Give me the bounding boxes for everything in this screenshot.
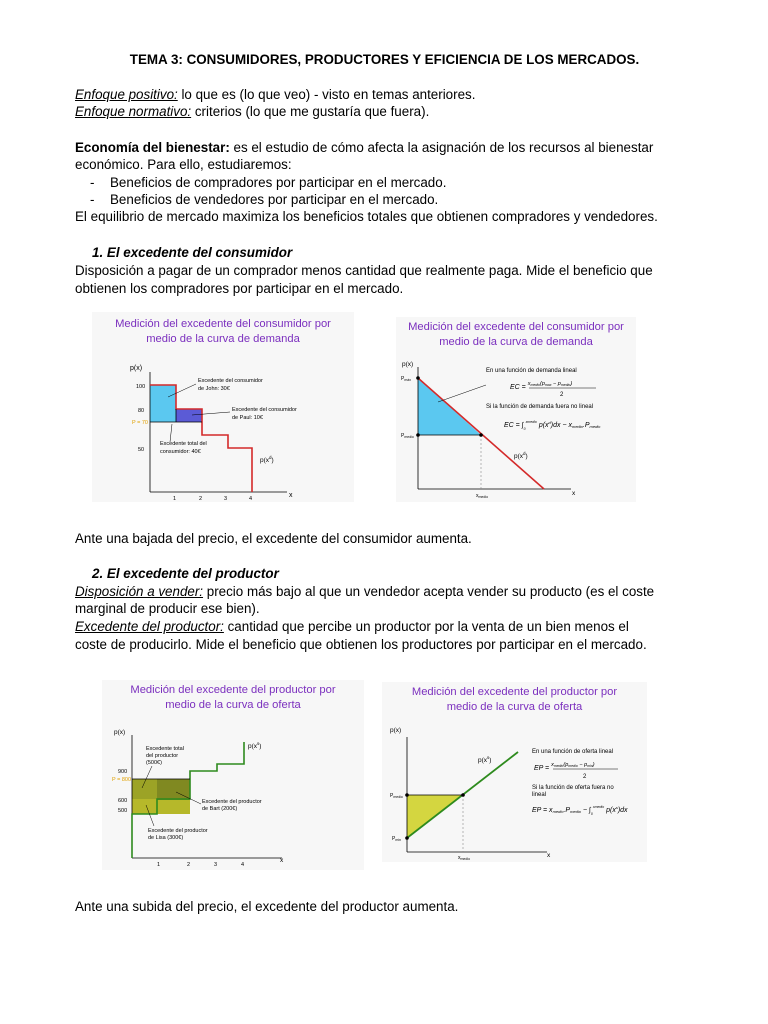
paul-annotation: de Paul: 10€ (232, 415, 263, 421)
y-tick-label: 100 (136, 384, 146, 390)
xmedio-label: $x_{medio}$ (476, 493, 489, 499)
disposicion-vender-line2: marginal de producir ese bien). (75, 601, 260, 616)
x-axis-label: x (280, 857, 284, 864)
bart-surplus-area (157, 779, 190, 800)
section1-text-line2: obtienen los compradores por participar en el mercado. (75, 281, 404, 296)
john-annotation: Excedente del consumidor (198, 378, 263, 384)
paul-surplus-area (176, 409, 202, 422)
y-tick-label: 500 (118, 808, 128, 814)
curve-label: $p(x^d)$ (514, 451, 528, 460)
producer-surplus-step-figure (102, 680, 364, 870)
figure-title: Medición del excedente del consumidor por medio de la curva de demanda (115, 318, 331, 345)
section1-heading: 1. El excedente del consumidor (92, 245, 293, 260)
step-demand-chart (92, 312, 354, 502)
enfoque-normativo (75, 103, 429, 120)
john-annotation: de John: 30€ (198, 386, 230, 392)
x-axis-label: x (289, 492, 293, 499)
y-axis-label: p(x) (402, 361, 414, 368)
x-tick-label: 2 (187, 862, 191, 868)
enfoque-normativo-label: Enfoque normativo: (75, 104, 192, 119)
section2-heading: 2. El excedente del productor (92, 566, 279, 581)
y-tick-label: 80 (138, 408, 145, 414)
bart-annotation: Excedente del productor (202, 799, 262, 805)
equation-linear: EP = $^x$medio(pmedio − pmin) (534, 762, 595, 772)
lisa-annotation: de Lisa (300€) (148, 835, 184, 841)
figure-title: Medición del excedente del consumidor por medio de la curva de demanda (408, 321, 624, 348)
excedente-productor-line1: Excedente del productor: cantidad que percibe un productor por la venta de un bien menos el (75, 619, 629, 634)
equation-nonlinear: EP = xmedio.Pmedio − $\int_0^{xmedio}$ $p(x^s)dx$ (532, 805, 628, 816)
total-annotation: Excedente total del (160, 441, 207, 447)
y-tick-label: 600 (118, 798, 128, 804)
bienestar-label: Economía del bienestar: (75, 140, 230, 155)
document-title: TEMA 3: CONSUMIDORES, PRODUCTORES Y EFICIENCIA DE LOS MERCADOS. (129, 52, 640, 67)
y-tick-label: 900 (118, 769, 128, 775)
john-surplus-area (150, 385, 176, 422)
enfoque-positivo-text: lo que es (lo que veo) - visto en temas anteriores. (177, 87, 476, 102)
bart-annotation: de Bart (200€) (202, 806, 238, 812)
section2-conclusion: Ante una subida del precio, el excedente del productor aumenta. (75, 899, 459, 914)
linear-demand-chart (396, 317, 636, 502)
bienestar-line2: económico. Para ello, estudiaremos: (75, 157, 292, 172)
curve-label: $p(x^s)$ (248, 741, 262, 750)
y-tick-label: 50 (138, 447, 145, 453)
lisa-annotation: Excedente del productor (148, 828, 208, 834)
section1-conclusion: Ante una bajada del precio, el excedente del consumidor aumenta. (75, 531, 472, 546)
equation-nonlinear: EC = $\int_0^{xmedio}$ $p(x^d)dx$ − xmedio.Pmedio (504, 420, 601, 431)
pmin-label: $P_{min}$ (392, 836, 401, 842)
y-tick-label: P = 70 (132, 420, 148, 426)
linear-note: En una función de demanda lineal (486, 368, 577, 374)
total-annotation: del productor (146, 753, 179, 759)
nonlinear-note: Si la función de oferta fuera no (532, 785, 614, 791)
disposicion-vender-line1: Disposición a vender: precio más bajo al que un vendedor acepta vender su producto (es el coste (75, 584, 655, 599)
nonlinear-note: lineal (532, 792, 547, 798)
svg-text:2: 2 (583, 774, 587, 780)
x-tick-label: 2 (199, 496, 203, 502)
pmedio-label: $P_{medio}$ (401, 433, 414, 439)
section1-text-line1: Disposición a pagar de un comprador menos cantidad que realmente paga. Mide el beneficio que (75, 263, 653, 278)
figure-title: Medición del excedente del productor por medio de la curva de oferta (411, 686, 618, 713)
x-tick-label: 4 (241, 862, 245, 868)
excedente-productor-label: Excedente del productor: (75, 619, 224, 634)
pmedio-label: $P_{medio}$ (390, 793, 403, 799)
y-axis-label: p(x) (130, 365, 143, 372)
y-tick-label: P = 800 (112, 777, 132, 783)
total-annotation: consumidor: 40€ (160, 449, 201, 455)
nonlinear-note: Si la función de demanda fuera no lineal (486, 404, 594, 410)
disposicion-vender-label: Disposición a vender: (75, 584, 204, 599)
equation-linear: EC = $^x$medio(pmax − pmedio) (510, 381, 573, 391)
linear-note: En una función de oferta lineal (532, 749, 614, 755)
bienestar-conclusion: El equilibrio de mercado maximiza los beneficios totales que obtienen compradores y vendedores. (75, 209, 658, 224)
x-tick-label: 1 (157, 862, 161, 868)
x-tick-label: 1 (173, 496, 177, 502)
total-annotation: (500€) (146, 760, 162, 766)
pmax-label: $P_{máx}$ (401, 376, 411, 382)
x-tick-label: 4 (249, 496, 253, 502)
consumer-surplus-linear-figure (396, 317, 636, 502)
svg-text:2: 2 (560, 392, 564, 398)
enfoque-normativo-text: criterios (lo que me gustaría que fuera). (191, 104, 430, 119)
enfoque-positivo (75, 86, 475, 103)
xmedio-label: $x_{medio}$ (458, 855, 471, 861)
total-annotation: Excedente total (146, 746, 184, 752)
paul-annotation: Excedente del consumidor (232, 407, 297, 413)
linear-supply-chart (382, 682, 647, 862)
x-axis-label: x (547, 852, 551, 859)
x-axis-label: x (572, 490, 576, 497)
curve-label: $p(x^d)$ (260, 455, 274, 464)
producer-surplus-linear-figure (382, 682, 647, 862)
y-axis-label: p(x) (390, 727, 402, 734)
y-axis-label: p(x) (114, 729, 126, 736)
curve-label: $p(x^s)$ (478, 755, 492, 764)
bienestar-text: es el estudio de cómo afecta la asignación de los recursos al bienestar (229, 140, 654, 155)
bienestar-line1 (75, 139, 694, 156)
enfoque-positivo-label: Enfoque positivo: (75, 87, 178, 102)
consumer-surplus-step-figure (92, 312, 354, 502)
x-tick-label: 3 (224, 496, 228, 502)
x-tick-label: 3 (214, 862, 218, 868)
excedente-productor-line2: coste de producirlo. Mide el beneficio que obtienen los productores por participar en el mercado. (75, 637, 647, 652)
step-supply-chart (102, 680, 364, 870)
figure-title: Medición del excedente del productor por medio de la curva de oferta (130, 684, 336, 711)
